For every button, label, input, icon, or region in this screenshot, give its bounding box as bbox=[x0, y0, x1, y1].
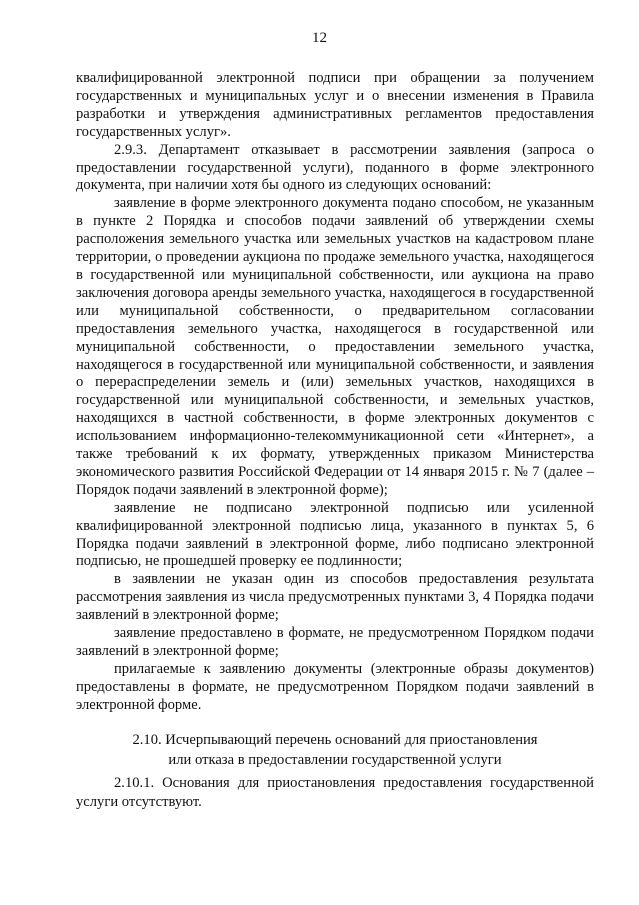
paragraph-ground-2: заявление не подписано электронной подписью или усиленной квалифицированной электронной подписью лица, указанного в пунктах 5, 6 Порядка подачи заявлений в электронной форме, либо подписано электронной подписью, не прошедшей проверку ее подлинности; bbox=[76, 499, 594, 570]
section-heading-line-1: 2.10. Исчерпывающий перечень оснований для приостановления bbox=[132, 732, 538, 748]
paragraph-ground-3: в заявлении не указан один из способов предоставления результата рассмотрения заявления из числа предусмотренных пунктами 3, 4 Порядка подачи заявлений в электронной форме; bbox=[76, 571, 594, 624]
paragraph-2-10-1: 2.10.1. Основания для приостановления предоставления государственной услуги отсутствуют. bbox=[76, 775, 594, 810]
paragraph-ground-5: прилагаемые к заявлению документы (электронные образы документов) предоставлены в формате, не предусмотренном Порядком подачи заявлений в электронной форме. bbox=[76, 660, 594, 713]
paragraph-continuation: квалифицированной электронной подписи при обращении за получением государственных и муниципальных услуг и о внесении изменения в Правила разработки и утверждения административных регламентов предоставления государственных услуг». bbox=[76, 70, 594, 140]
section-heading-line-2: или отказа в предоставлении государственной услуги bbox=[168, 752, 502, 768]
document-body bbox=[76, 70, 594, 715]
section-body bbox=[76, 774, 594, 811]
page-number: 12 bbox=[312, 30, 327, 46]
paragraph-ground-1: заявление в форме электронного документа подано способом, не указанным в пункте 2 Порядка и способов подачи заявлений об утверждении схемы расположения земельного участка или земельных участков на кадастровом плане территории, о проведении аукциона по продаже земельного участка, находящегося в государственной или муниципальной собственности, или аукциона на право заключения договора аренды земельного участка, находящегося в государственной или муниципальной собственности, о предварительном согласовании предоставления земельного участка, находящегося в государственной или муниципальной собственности, о предоставлении земельного участка, находящегося в государственной или муниципальной собственности, и заявления о перераспределении земель и (или) земельных участков, находящихся в государственной или муниципальной собственности, и земельных участков, находящихся в частной собственности, в форме электронных документов с использованием информационно-телекоммуникационной сети «Интернет», а также требований к их формату, утвержденных приказом Министерства экономического развития Российской Федерации от 14 января 2015 г. № 7 (далее – Порядок подачи заявлений в электронной форме); bbox=[76, 195, 594, 498]
paragraph-2-9-3: 2.9.3. Департамент отказывает в рассмотрении заявления (запроса о предоставлении государственной услуги), поданного в форме электронного документа, при наличии хотя бы одного из следующих оснований: bbox=[76, 141, 594, 194]
paragraph-ground-4: заявление предоставлено в формате, не предусмотренном Порядком подачи заявлений в электронной форме; bbox=[76, 625, 594, 659]
